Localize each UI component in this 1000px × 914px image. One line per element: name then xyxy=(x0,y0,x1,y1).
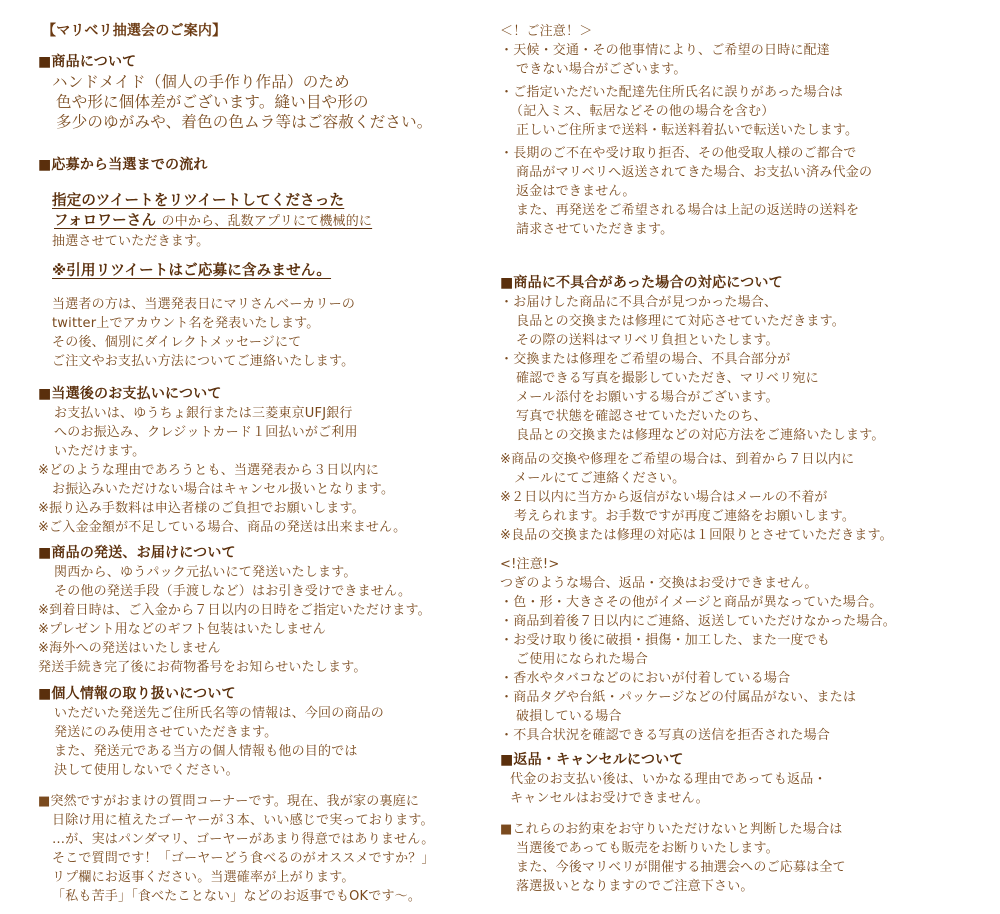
announce-line: ご注文やお支払い方法についてご連絡いたします。 xyxy=(52,354,355,369)
defect-note: 考えられます。お手数ですが再度ご連絡をお願いします。 xyxy=(514,509,856,524)
bonus-line: 日除け用に植えたゴーヤーが３本、いい感じで実っております。 xyxy=(52,813,434,828)
caution2-line: ・色・形・大きさその他がイメージと商品が異なっていた場合。 xyxy=(500,595,883,610)
caution2-line: ・不具合状況を確認できる写真の送信を拒否された場合 xyxy=(500,728,831,743)
privacy-section xyxy=(38,684,384,780)
payment-line: ※ご入金金額が不足している場合、商品の発送は出来ません。 xyxy=(38,520,407,535)
cancel-line: 代金のお支払い後は、いかなる理由であっても返品・ xyxy=(510,772,827,787)
caution-heading: ＜！ご注意！＞ xyxy=(500,24,593,39)
defect-note: メールにてご連絡ください。 xyxy=(514,471,686,486)
quote-retweet-note xyxy=(52,261,331,281)
privacy-line: いただいた発送先ご住所氏名等の情報は、今回の商品の xyxy=(54,706,385,721)
privacy-line: 発送にのみ使用させていただきます。 xyxy=(54,725,278,740)
caution2-line: ・お受け取り後に破損・損傷・加工した、また一度でも xyxy=(500,633,831,648)
bonus-section xyxy=(38,792,435,906)
defect-line: 写真で状態を確認させていただいたのち、 xyxy=(516,409,767,424)
shipping-line: ※プレゼント用などのギフト包装はいたしません xyxy=(38,622,326,637)
privacy-heading: ■個人情報の取り扱いについて xyxy=(38,686,236,702)
flow-section xyxy=(38,155,208,175)
caution-line: 正しいご住所まで送料・転送料着払いで転送いたします。 xyxy=(516,123,859,138)
product-heading: ■商品について xyxy=(38,54,137,70)
announce-block xyxy=(52,295,355,371)
caution-line: ・長期のご不在や受け取り拒否、その他受取人様のご都合で xyxy=(500,146,857,161)
defect-line: その際の送料はマリベリ負担といたします。 xyxy=(516,333,779,348)
payment-line: へのお振込み、クレジットカード１回払いがご利用 xyxy=(54,425,358,440)
defect-section xyxy=(500,273,885,445)
defect-note: ※２日以内に当方から返信がない場合はメールの不着が xyxy=(500,490,828,505)
retweet-instruction: 指定のツイートをリツイートしてくださった xyxy=(52,193,345,209)
page-title xyxy=(42,22,226,41)
payment-line: いただけます。 xyxy=(54,444,146,459)
bonus-line: 「私も苦手」「食べたことない」などのお返事でもOKです～。 xyxy=(52,889,422,904)
caution2-line: ・香水やタバコなどのにおいが付着している場合 xyxy=(500,671,791,686)
cancel-heading: ■返品・キャンセルについて xyxy=(500,752,684,768)
caution-line: ・ご指定いただいた配達先住所氏名に誤りがあった場合は xyxy=(500,85,844,100)
bonus-line: リプ欄にお返事ください。当選確率が上がります。 xyxy=(52,870,355,885)
announce-line: twitter上でアカウント名を発表いたします。 xyxy=(52,316,320,331)
cancel-section xyxy=(500,750,827,808)
defect-line: メール添付をお願いする場合がございます。 xyxy=(516,390,779,405)
followers-tail: の中から、乱数アプリにて機械的に xyxy=(161,214,373,229)
caution2-line: ご使用になられた場合 xyxy=(516,652,649,667)
caution-line: 返金はできません。 xyxy=(516,184,636,199)
product-line: ハンドメイド（個人の手作り作品）のため xyxy=(52,73,350,91)
payment-line: ※振り込み手数料は申込者様のご負担でお願いします。 xyxy=(38,501,365,516)
payment-line: ※どのような理由であろうとも、当選発表から３日以内に xyxy=(38,463,380,478)
defect-note: ※商品の交換や修理をご希望の場合は、到着から７日以内に xyxy=(500,452,855,467)
defect-line: 良品との交換または修理などの対応方法をご連絡いたします。 xyxy=(516,428,885,443)
caution-line: できない場合がございます。 xyxy=(516,62,687,77)
followers-text: フォロワーさん xyxy=(54,213,157,229)
shipping-line: ※到着日時は、ご入金から７日以内の日時をご指定いただけます。 xyxy=(38,603,431,618)
caution2-line: ・商品到着後７日以内にご連絡、返送していただけなかった場合。 xyxy=(500,614,897,629)
caution2-line: つぎのような場合、返品・交換はお受けできません。 xyxy=(500,576,818,591)
retweet-instruction-cont xyxy=(52,211,372,232)
final-line: ■これらのお約束をお守りいただけないと判断した場合は xyxy=(500,822,843,837)
final-line: 当選後であっても販売をお断りいたします。 xyxy=(516,841,779,856)
privacy-line: また、発送元である当方の個人情報も他の目的では xyxy=(54,744,358,759)
cancel-line: キャンセルはお受けできません。 xyxy=(510,791,709,806)
flow-heading: ■応募から当選までの流れ xyxy=(38,157,208,173)
shipping-line: 関西から、ゆうパック元払いにて発送いたします。 xyxy=(54,565,357,580)
caution-line: ・天候・交通・その他事情により、ご希望の日時に配達 xyxy=(500,43,831,58)
payment-section xyxy=(38,384,406,537)
announce-line: その後、個別にダイレクトメッセージにて xyxy=(52,335,302,350)
defect-line: 良品との交換または修理にて対応させていただきます。 xyxy=(516,314,845,329)
bonus-line: ■突然ですがおまけの質問コーナーです。現在、我が家の裏庭に xyxy=(38,794,420,809)
payment-line: お支払いは、ゆうちょ銀行または三菱東京UFJ銀行 xyxy=(54,406,353,421)
defect-note: ※良品の交換または修理の対応は１回限りとさせていただきます。 xyxy=(500,528,893,543)
shipping-section xyxy=(38,543,431,677)
shipping-line: 発送手続き完了後にお荷物番号をお知らせいたします。 xyxy=(38,660,367,675)
caution-line: また、再発送をご希望される場合は上記の返送時の送料を xyxy=(516,203,860,218)
defect-line: ・交換または修理をご希望の場合、不具合部分が xyxy=(500,352,791,367)
caution2-line: ・商品タグや台紙・パッケージなどの付属品がない、または xyxy=(500,690,857,705)
product-line: 多少のゆがみや、着色の色ムラ等はご容赦ください。 xyxy=(56,113,433,131)
caution2-heading: <!注意!> xyxy=(500,557,560,572)
caution-line: 商品がマリベリへ返送されてきた場合、お支払い済み代金の xyxy=(516,165,873,180)
defect-line: ・お届けした商品に不具合が見つかった場合、 xyxy=(500,295,778,310)
payment-line: お振込みいただけない場合はキャンセル扱いとなります。 xyxy=(52,482,395,497)
final-line: また、今後マリベリが開催する抽選会へのご応募は全て xyxy=(516,860,846,875)
caution2-section xyxy=(500,555,896,745)
flow-body xyxy=(52,191,372,251)
defect-heading: ■商品に不具合があった場合の対応について xyxy=(500,275,783,291)
payment-heading: ■当選後のお支払いについて xyxy=(38,386,222,402)
caution-line: （記入ミス、転居などその他の場合を含む） xyxy=(510,104,775,119)
quote-note-text: ※引用リツイートはご応募に含みません。 xyxy=(52,263,332,279)
final-section xyxy=(500,820,846,896)
lottery-text: 抽選させていただきます。 xyxy=(52,234,210,249)
caution-line: 請求させていただきます。 xyxy=(516,222,674,237)
title-text: 【マリベリ抽選会のご案内】 xyxy=(42,23,227,39)
bonus-line: …が、実はパンダマリ、ゴーヤーがあまり得意ではありません。 xyxy=(52,832,435,847)
product-section xyxy=(38,52,433,132)
privacy-line: 決して使用しないでください。 xyxy=(54,763,239,778)
caution-section xyxy=(500,22,872,239)
defect-line: 確認できる写真を撮影していただき、マリベリ宛に xyxy=(516,371,819,386)
shipping-line: その他の発送手段（手渡しなど）はお引き受けできません。 xyxy=(54,584,412,599)
final-line: 落選扱いとなりますのでご注意下さい。 xyxy=(516,879,754,894)
caution2-line: 破損している場合 xyxy=(516,709,622,724)
product-line: 色や形に個体差がございます。縫い目や形の xyxy=(56,93,369,111)
announce-line: 当選者の方は、当選発表日にマリさんベーカリーの xyxy=(52,297,356,312)
shipping-heading: ■商品の発送、お届けについて xyxy=(38,545,236,561)
bonus-line: そこで質問です！「ゴーヤーどう食べるのがオススメですか？」 xyxy=(52,851,435,866)
defect-notes xyxy=(500,450,893,545)
shipping-line: ※海外への発送はいたしません xyxy=(38,641,221,656)
